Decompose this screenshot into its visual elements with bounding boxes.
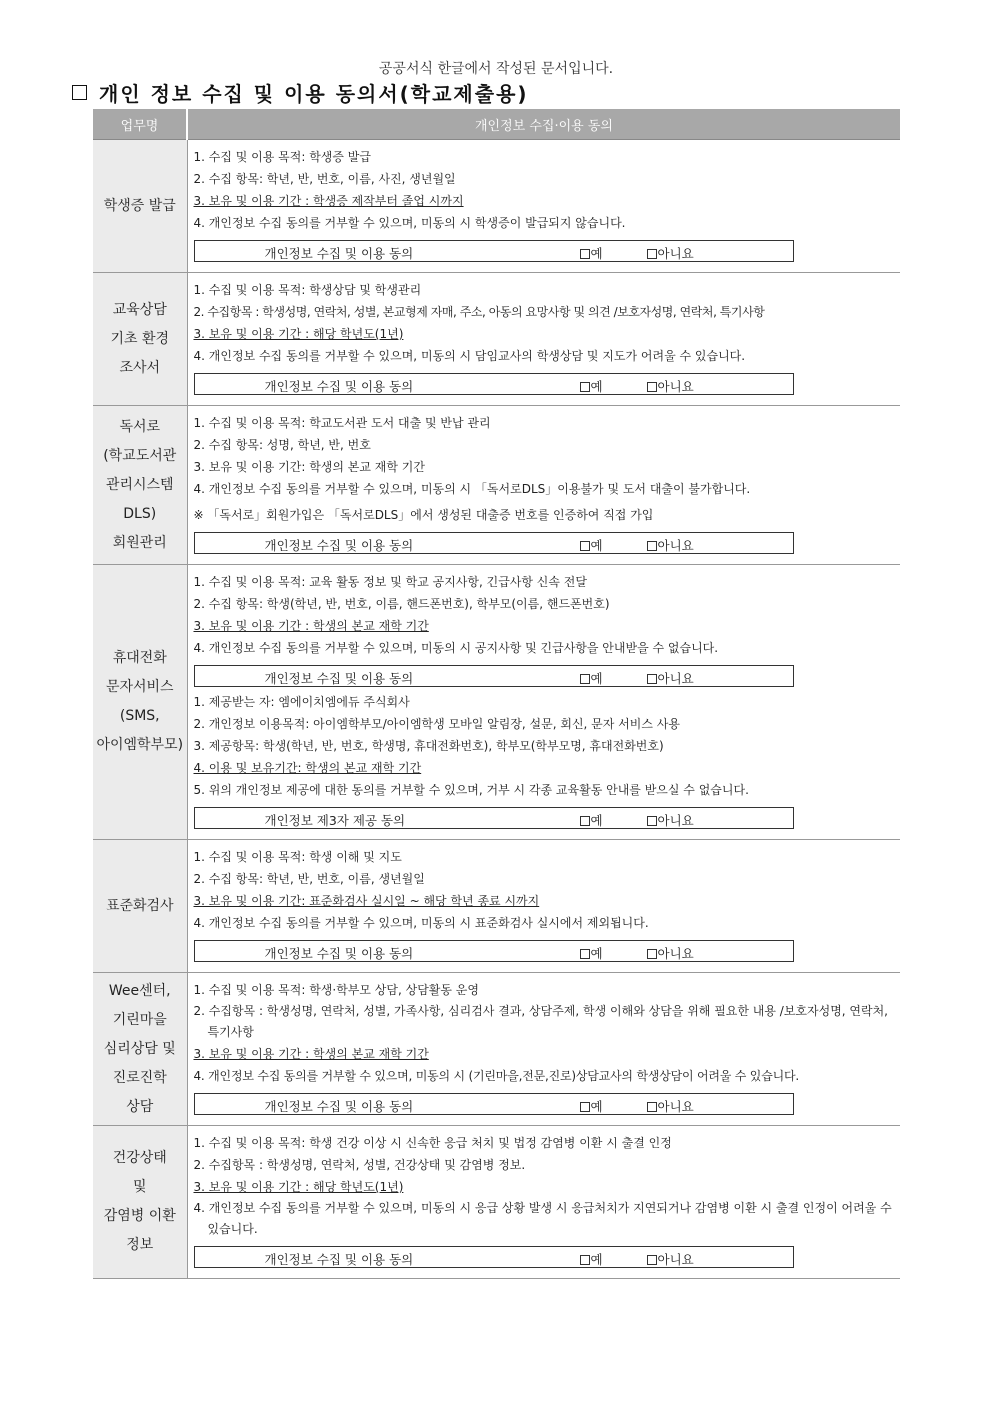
item-text: 2. 수집 항목: 학년, 반, 번호, 이름, 사진, 생년월일 <box>193 172 456 186</box>
consent-no[interactable] <box>647 244 694 262</box>
section-name-line: 휴대전화 <box>112 650 167 666</box>
section-name-line: 진로진학 <box>112 1069 167 1086</box>
item-text: 3. 보유 및 이용 기간 : 학생의 본교 재학 기간 <box>193 1047 429 1061</box>
checkbox-icon[interactable] <box>647 382 657 392</box>
consent-box <box>194 1093 794 1115</box>
item-text: 1. 수집 및 이용 목적: 학생·학부모 상담, 상담활동 운영 <box>193 983 479 997</box>
section-name-line: 감염병 이환 <box>103 1208 176 1224</box>
item-text: 3. 제공항목: 학생(학년, 반, 번호, 학생명, 휴대전화번호), 학부모(학부모명, 휴대전화번호) <box>193 739 664 753</box>
section-name-line: 및 <box>132 1179 147 1195</box>
no-label: 아니요 <box>657 1099 694 1114</box>
item-text: 3. 보유 및 이용 기간 : 해당 학년도(1년) <box>193 327 404 341</box>
consent-yes[interactable] <box>580 244 603 262</box>
section-body <box>187 973 900 1126</box>
consent-yes[interactable] <box>580 669 603 687</box>
no-label: 아니요 <box>657 246 694 261</box>
item-text: 1. 제공받는 자: 엠에이치엠에듀 주식회사 <box>193 695 410 709</box>
checkbox-icon[interactable] <box>580 541 590 551</box>
consent-no[interactable] <box>647 1097 694 1115</box>
item-text: 4. 개인정보 수집 동의를 거부할 수 있으며, 미동의 시 담임교사의 학생상담 및 지도가 어려울 수 있습니다. <box>193 349 746 363</box>
consent-label: 개인정보 수집 및 이용 동의 <box>264 246 414 261</box>
item-text: 2. 수집항목 : 학생성명, 연락처, 성별, 건강상태 및 감염병 정보. <box>193 1158 526 1172</box>
section-name <box>93 273 187 406</box>
item-text: 1. 수집 및 이용 목적: 학생상담 및 학생관리 <box>193 283 422 297</box>
consent-no[interactable] <box>647 536 694 554</box>
section-name <box>93 840 187 973</box>
section-name-line: 독서로 <box>119 418 161 435</box>
item-text: 2. 수집 항목: 성명, 학년, 반, 번호 <box>193 438 371 452</box>
item-text: 4. 개인정보 수집 동의를 거부할 수 있으며, 미동의 시 「독서로DLS」이용불가 및 도서 대출이 불가합니다. <box>193 482 751 496</box>
consent-yes[interactable] <box>580 1250 603 1268</box>
yes-label: 예 <box>590 946 603 961</box>
yes-label: 예 <box>590 538 603 553</box>
yes-label: 예 <box>590 379 603 394</box>
item-text: 1. 수집 및 이용 목적: 학생증 발급 <box>193 150 371 164</box>
document-title: 개인 정보 수집 및 이용 동의서(학교제출용) <box>99 82 529 106</box>
section-body <box>187 273 900 406</box>
no-label: 아니요 <box>657 671 694 686</box>
section-name-line: 상담 <box>126 1098 154 1115</box>
item-text: 3. 보유 및 이용 기간 : 학생증 제작부터 졸업 시까지 <box>193 194 464 208</box>
section-body <box>187 565 900 840</box>
section-name <box>93 973 187 1126</box>
section-name-line: 표준화검사 <box>105 897 174 914</box>
no-label: 아니요 <box>657 1252 694 1267</box>
consent-box <box>194 665 794 687</box>
section-name <box>93 140 187 273</box>
section-body <box>187 840 900 973</box>
yes-label: 예 <box>590 671 603 686</box>
note-text: ※ 「독서로」회원가입은 「독서로DLS」에서 생성된 대출증 번호를 인증하여 직접 가입 <box>193 508 654 522</box>
yes-label: 예 <box>590 1252 603 1267</box>
consent-no[interactable] <box>647 1250 694 1268</box>
section-row-wee-center <box>93 973 900 1126</box>
section-name-line: 정보 <box>126 1237 154 1253</box>
consent-box <box>194 373 794 395</box>
document-title-row <box>72 78 529 107</box>
checkbox-icon[interactable] <box>647 816 657 826</box>
item-text: 5. 위의 개인정보 제공에 대한 동의를 거부할 수 있으며, 거부 시 각종 교육활동 안내를 받으실 수 없습니다. <box>193 783 749 797</box>
consent-yes[interactable] <box>580 811 603 829</box>
item-text: 3. 보유 및 이용 기간 : 학생의 본교 재학 기간 <box>193 619 429 633</box>
yes-label: 예 <box>590 1099 603 1114</box>
section-name-line: 관리시스템 <box>105 476 174 493</box>
item-text: 2. 수집 항목: 학년, 반, 번호, 이름, 생년월일 <box>193 872 425 886</box>
item-text: 4. 이용 및 보유기간: 학생의 본교 재학 기간 <box>193 761 422 775</box>
consent-box-third-party <box>194 807 794 829</box>
item-text: 4. 개인정보 수집 동의를 거부할 수 있으며, 미동의 시 (기린마을,전문,진로)상담교사의 학생상담이 어려울 수 있습니다. <box>193 1069 799 1083</box>
consent-yes[interactable] <box>580 1097 603 1115</box>
checkbox-icon[interactable] <box>580 674 590 684</box>
item-text: 1. 수집 및 이용 목적: 학생 건강 이상 시 신속한 응급 처치 및 법정 감염병 이환 시 출결 인정 <box>193 1136 672 1150</box>
checkbox-icon[interactable] <box>580 949 590 959</box>
section-name <box>93 406 187 565</box>
consent-label: 개인정보 수집 및 이용 동의 <box>264 1099 414 1114</box>
table-header-row <box>93 109 900 140</box>
consent-yes[interactable] <box>580 536 603 554</box>
consent-no[interactable] <box>647 377 694 395</box>
consent-box <box>194 1246 794 1268</box>
checkbox-icon[interactable] <box>647 1102 657 1112</box>
checkbox-icon[interactable] <box>580 249 590 259</box>
consent-table <box>93 109 900 1279</box>
section-name-line: 회원관리 <box>112 534 167 551</box>
checkbox-icon[interactable] <box>580 1102 590 1112</box>
header-consent: 개인정보 수집·이용 동의 <box>187 109 900 140</box>
consent-label: 개인정보 수집 및 이용 동의 <box>264 1252 414 1267</box>
item-text: 2. 수집 항목: 학생(학년, 반, 번호, 이름, 핸드폰번호), 학부모(이름, 핸드폰번호) <box>193 597 610 611</box>
no-label: 아니요 <box>657 946 694 961</box>
section-name-line: DLS) <box>123 505 157 522</box>
section-body <box>187 406 900 565</box>
section-name-line: (SMS, <box>119 708 160 724</box>
item-text: 3. 보유 및 이용 기간: 학생의 본교 재학 기간 <box>193 460 425 474</box>
section-row-sms-service <box>93 565 900 840</box>
consent-no[interactable] <box>647 669 694 687</box>
yes-label: 예 <box>590 813 603 828</box>
consent-label: 개인정보 수집 및 이용 동의 <box>264 671 414 686</box>
checkbox-icon[interactable] <box>580 1255 590 1265</box>
item-text: 2. 수집항목 : 학생성명, 연락처, 성별, 가족사항, 심리검사 결과, 상담주제, 학생 이해와 상담을 위해 필요한 내용 /보호자성명, 연락처, 특기사항 <box>193 1004 889 1039</box>
item-text: 3. 보유 및 이용 기간 : 해당 학년도(1년) <box>193 1180 404 1194</box>
section-name-line: Wee센터, <box>108 982 171 999</box>
yes-label: 예 <box>590 246 603 261</box>
item-text: 4. 개인정보 수집 동의를 거부할 수 있으며, 미동의 시 공지사항 및 긴급사항을 안내받을 수 없습니다. <box>193 641 719 655</box>
square-bullet-icon <box>72 85 87 100</box>
item-text: 3. 보유 및 이용 기간: 표준화검사 실시일 ~ 해당 학년 종료 시까지 <box>193 894 540 908</box>
section-row-student-id <box>93 140 900 273</box>
checkbox-icon[interactable] <box>647 674 657 684</box>
section-row-counseling-survey <box>93 273 900 406</box>
consent-yes[interactable] <box>580 377 603 395</box>
checkbox-icon[interactable] <box>647 1255 657 1265</box>
checkbox-icon[interactable] <box>647 949 657 959</box>
section-name <box>93 565 187 840</box>
item-text: 1. 수집 및 이용 목적: 교육 활동 정보 및 학교 공지사항, 긴급사항 신속 전달 <box>193 575 587 589</box>
section-name-line: (학교도서관 <box>103 447 177 464</box>
section-name <box>93 1126 187 1279</box>
item-text: 2. 개인정보 이용목적: 아이엠학부모/아이엠학생 모바일 알림장, 설문, 회신, 문자 서비스 사용 <box>193 717 680 731</box>
consent-yes[interactable] <box>580 944 603 962</box>
checkbox-icon[interactable] <box>580 816 590 826</box>
no-label: 아니요 <box>657 538 694 553</box>
consent-no[interactable] <box>647 944 694 962</box>
item-text: 4. 개인정보 수집 동의를 거부할 수 있으며, 미동의 시 학생증이 발급되지 않습니다. <box>193 216 626 230</box>
checkbox-icon[interactable] <box>647 541 657 551</box>
section-row-library-dls <box>93 406 900 565</box>
consent-box <box>194 940 794 962</box>
section-body <box>187 1126 900 1279</box>
section-name-line: 아이엠학부모) <box>96 737 184 753</box>
item-text: 1. 수집 및 이용 목적: 학생 이해 및 지도 <box>193 850 402 864</box>
checkbox-icon[interactable] <box>647 249 657 259</box>
section-name-line: 학생증 발급 <box>103 197 176 214</box>
consent-label: 개인정보 수집 및 이용 동의 <box>264 379 414 394</box>
notice-text: 공공서식 한글에서 작성된 문서입니다. <box>378 61 614 77</box>
consent-no[interactable] <box>647 811 694 829</box>
consent-label: 개인정보 제3자 제공 동의 <box>264 813 406 828</box>
item-text: 4. 개인정보 수집 동의를 거부할 수 있으며, 미동의 시 응급 상황 발생 시 응급처치가 지연되거나 감염병 이환 시 출결 인정이 어려울 수 있습니다. <box>193 1201 892 1236</box>
section-name-line: 조사서 <box>119 359 161 376</box>
header-task-name: 업무명 <box>93 109 187 140</box>
section-name-line: 건강상태 <box>112 1150 167 1166</box>
checkbox-icon[interactable] <box>580 382 590 392</box>
section-name-line: 문자서비스 <box>105 679 174 695</box>
consent-box <box>194 532 794 554</box>
no-label: 아니요 <box>657 379 694 394</box>
consent-label: 개인정보 수집 및 이용 동의 <box>264 946 414 961</box>
section-name-line: 심리상담 및 <box>103 1040 176 1057</box>
item-text: 2. 수집항목 : 학생성명, 연락처, 성별, 본교형제 자매, 주소, 아동의 요망사항 및 의견 /보호자성명, 연락처, 특기사항 <box>193 305 765 319</box>
section-name-line: 기린마을 <box>112 1011 167 1028</box>
section-row-standardized-test <box>93 840 900 973</box>
item-text: 1. 수집 및 이용 목적: 학교도서관 도서 대출 및 반납 관리 <box>193 416 491 430</box>
section-row-health-status <box>93 1126 900 1279</box>
section-name-line: 교육상담 <box>112 301 167 318</box>
consent-label: 개인정보 수집 및 이용 동의 <box>264 538 414 553</box>
section-name-line: 기초 환경 <box>110 330 170 347</box>
section-body <box>187 140 900 273</box>
consent-box <box>194 240 794 262</box>
item-text: 4. 개인정보 수집 동의를 거부할 수 있으며, 미동의 시 표준화검사 실시에서 제외됩니다. <box>193 916 649 930</box>
no-label: 아니요 <box>657 813 694 828</box>
